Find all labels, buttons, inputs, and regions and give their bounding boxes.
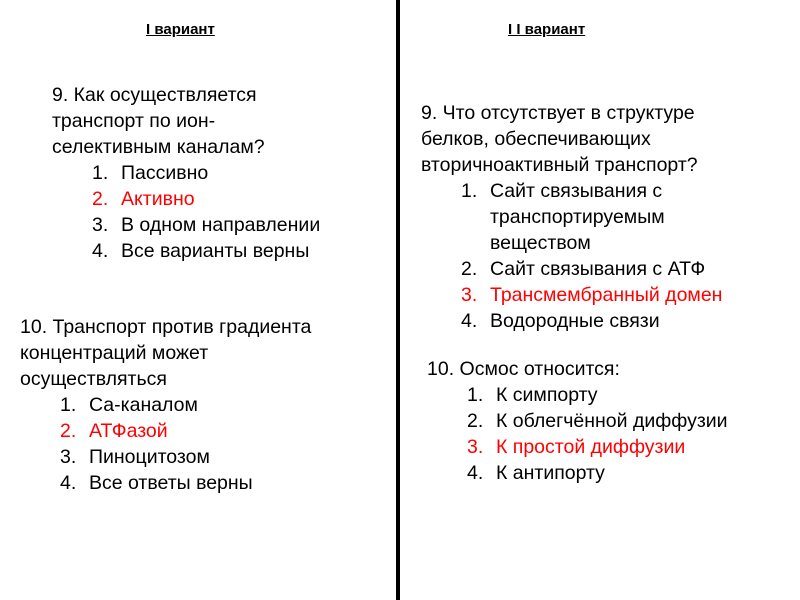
answer-option-3 bbox=[60, 444, 311, 470]
question-line: 9. Как осуществляется bbox=[52, 84, 257, 106]
option-number: 3. bbox=[461, 284, 478, 306]
option-text: Трансмембранный домен bbox=[490, 284, 723, 306]
option-number: 2. bbox=[461, 258, 478, 280]
answer-option-4 bbox=[461, 308, 722, 334]
answer-options bbox=[461, 178, 722, 334]
option-number: 1. bbox=[92, 162, 109, 184]
question-line: 10. Осмос относится: bbox=[427, 358, 620, 380]
option-number: 4. bbox=[461, 310, 478, 332]
option-text: АТФазой bbox=[89, 420, 168, 442]
option-text: Пиноцитозом bbox=[89, 446, 210, 468]
question-line: осуществляться bbox=[20, 368, 167, 390]
option-text: Водородные связи bbox=[490, 310, 660, 332]
question-line: 9. Что отсутствует в структуре bbox=[421, 102, 695, 124]
question-text bbox=[427, 356, 728, 382]
answer-option-1 bbox=[467, 382, 728, 408]
option-number: 2. bbox=[92, 188, 109, 210]
option-text: К облегчённой диффузии bbox=[496, 410, 728, 432]
question-line: селективным каналам? bbox=[52, 136, 265, 158]
question-text bbox=[20, 314, 311, 392]
option-text: К простой диффузии bbox=[496, 436, 686, 458]
option-number: 3. bbox=[60, 446, 77, 468]
question-line: транспорт по ион- bbox=[52, 110, 216, 132]
option-number: 4. bbox=[467, 462, 484, 484]
answer-options bbox=[60, 392, 311, 496]
option-number: 2. bbox=[60, 420, 77, 442]
answer-options bbox=[467, 382, 728, 486]
option-number: 1. bbox=[60, 394, 77, 416]
option-text: В одном направлении bbox=[121, 214, 321, 236]
option-number: 1. bbox=[461, 180, 478, 202]
answer-option-1 bbox=[92, 160, 320, 186]
option-text: Сайт связывания с АТФ bbox=[490, 258, 706, 280]
option-text: Все варианты верны bbox=[121, 240, 310, 262]
option-text: Активно bbox=[121, 188, 195, 210]
option-text-line: транспортируемым bbox=[490, 206, 665, 228]
option-number: 3. bbox=[467, 436, 484, 458]
variant-1-title: I вариант bbox=[146, 21, 215, 38]
option-text: Все ответы верны bbox=[89, 472, 253, 494]
answer-option-3-correct bbox=[461, 282, 722, 308]
option-text bbox=[490, 178, 665, 256]
question-line: 10. Транспорт против градиента bbox=[20, 316, 312, 338]
option-number: 3. bbox=[92, 214, 109, 236]
answer-option-4 bbox=[60, 470, 311, 496]
answer-option-3-correct bbox=[467, 434, 728, 460]
option-text-line: веществом bbox=[490, 232, 591, 254]
question-text bbox=[52, 82, 320, 160]
question-text bbox=[421, 100, 722, 178]
question-line: белков, обеспечивающих bbox=[421, 128, 651, 150]
variant-1-question-9 bbox=[52, 82, 320, 264]
option-number: 1. bbox=[467, 384, 484, 406]
option-number: 4. bbox=[92, 240, 109, 262]
option-text-line: Сайт связывания с bbox=[490, 180, 663, 202]
answer-option-1 bbox=[461, 178, 722, 256]
answer-options bbox=[92, 160, 320, 264]
answer-option-1 bbox=[60, 392, 311, 418]
answer-option-2-correct bbox=[92, 186, 320, 212]
answer-option-3 bbox=[92, 212, 320, 238]
question-line: вторичноактивный транспорт? bbox=[421, 154, 698, 176]
answer-option-2 bbox=[467, 408, 728, 434]
option-text: К антипорту bbox=[496, 462, 605, 484]
column-divider bbox=[396, 0, 400, 600]
variant-2-title: I I вариант bbox=[508, 21, 586, 38]
option-number: 4. bbox=[60, 472, 77, 494]
option-number: 2. bbox=[467, 410, 484, 432]
question-line: концентраций может bbox=[20, 342, 209, 364]
variant-2-question-10 bbox=[427, 356, 728, 486]
answer-option-2 bbox=[461, 256, 722, 282]
option-text: Са-каналом bbox=[89, 394, 198, 416]
answer-option-2-correct bbox=[60, 418, 311, 444]
answer-option-4 bbox=[92, 238, 320, 264]
answer-option-4 bbox=[467, 460, 728, 486]
option-text: К симпорту bbox=[496, 384, 598, 406]
option-text: Пассивно bbox=[121, 162, 209, 184]
variant-2-question-9 bbox=[421, 100, 722, 334]
variant-1-question-10 bbox=[20, 314, 311, 496]
